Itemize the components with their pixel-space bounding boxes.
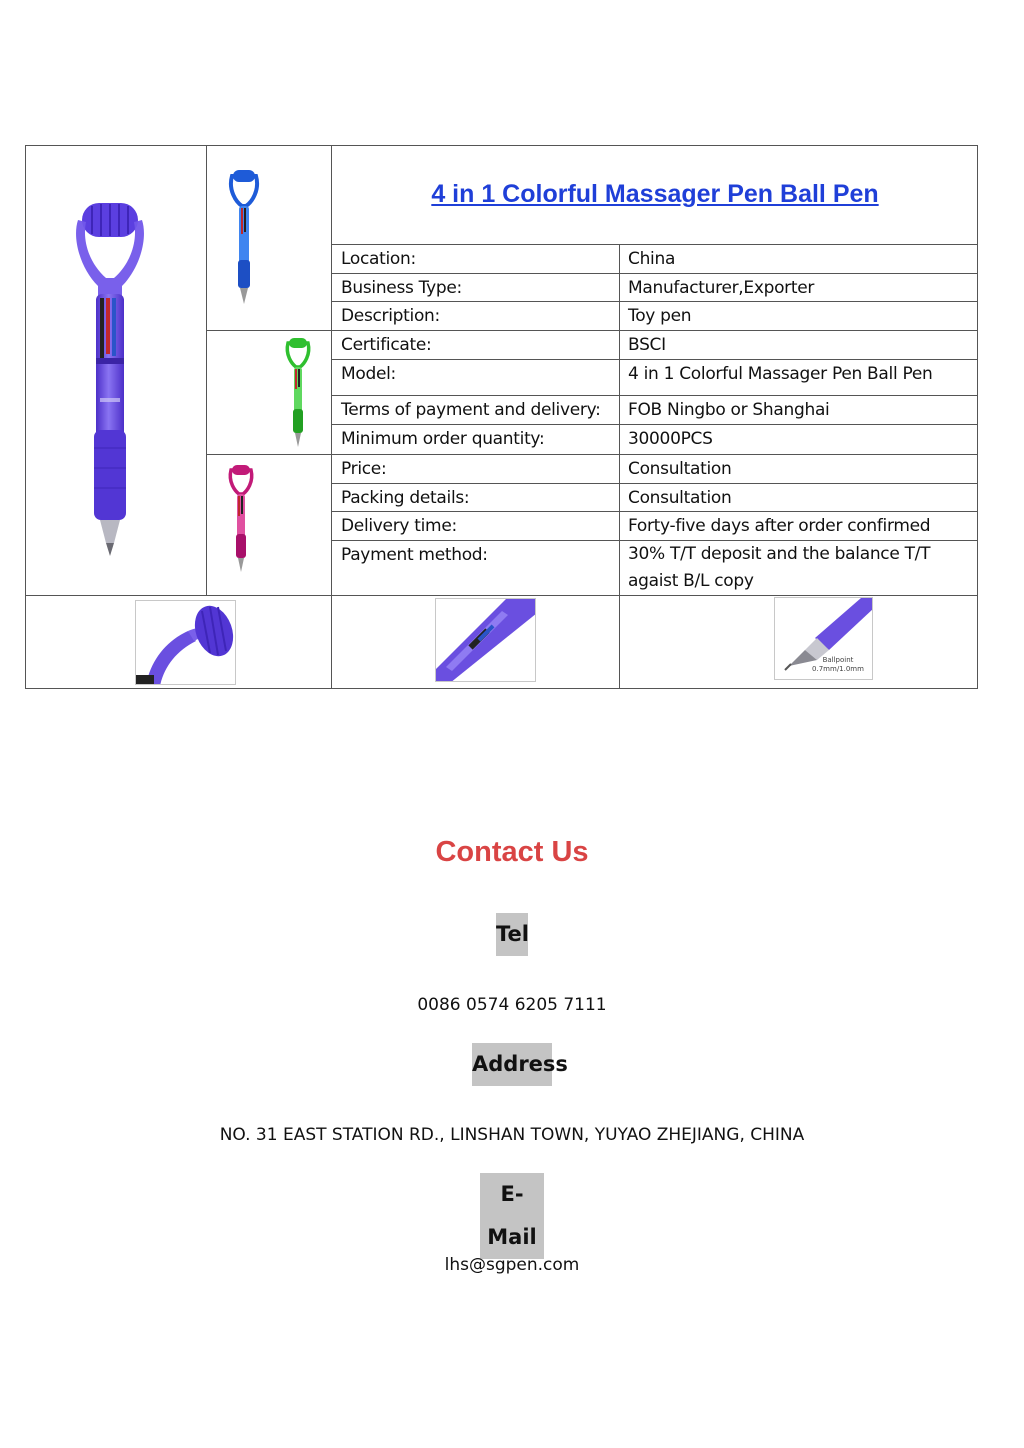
- table-divider: [331, 359, 978, 360]
- spec-label: Delivery time:: [341, 516, 457, 536]
- ballpoint-tip-thumbnail: [774, 597, 873, 680]
- spec-value: Forty-five days after order confirmed: [628, 516, 931, 536]
- spec-label: Packing details:: [341, 488, 470, 508]
- table-divider: [331, 301, 978, 302]
- address-value: NO. 31 EAST STATION RD., LINSHAN TOWN, YUYAO ZHEJIANG, CHINA: [219, 1125, 805, 1145]
- purple-massager-pen-image: [70, 198, 150, 560]
- table-divider: [331, 273, 978, 274]
- spec-label: Minimum order quantity:: [341, 429, 545, 449]
- blue-massager-pen-image: [226, 168, 262, 310]
- email-value[interactable]: lhs@sgpen.com: [444, 1255, 580, 1275]
- table-divider: [331, 424, 978, 425]
- spec-value: Consultation: [628, 459, 732, 479]
- table-divider: [331, 511, 978, 512]
- table-divider: [25, 595, 978, 596]
- spec-value: Toy pen: [628, 306, 692, 326]
- table-divider: [331, 483, 978, 484]
- spec-value: 30% T/T deposit and the balance T/T agaist B/L copy: [628, 544, 931, 591]
- tel-value: 0086 0574 6205 7111: [417, 995, 607, 1015]
- spec-value: FOB Ningbo or Shanghai: [628, 400, 830, 420]
- product-title: 4 in 1 Colorful Massager Pen Ball Pen: [431, 180, 879, 208]
- table-divider: [206, 145, 207, 595]
- ballpoint-caption-line2: 0.7mm/1.0mm: [812, 665, 864, 673]
- spec-label: Business Type:: [341, 278, 462, 298]
- table-divider: [619, 244, 620, 689]
- magenta-massager-pen-image: [227, 464, 255, 576]
- spec-label: Certificate:: [341, 335, 432, 355]
- green-massager-pen-image: [284, 337, 312, 451]
- roller-closeup-thumbnail: [135, 600, 236, 685]
- contact-us-heading: Contact Us: [435, 836, 589, 868]
- spec-label: Model:: [341, 364, 396, 384]
- spec-value: BSCI: [628, 335, 666, 355]
- spec-label: Price:: [341, 459, 387, 479]
- table-divider: [206, 454, 978, 455]
- barrel-closeup-thumbnail: [435, 598, 536, 682]
- spec-label: Description:: [341, 306, 440, 326]
- email-label: E-Mail: [480, 1173, 544, 1259]
- address-label: Address: [472, 1043, 552, 1086]
- tel-label: Tel: [496, 913, 528, 956]
- table-divider: [331, 145, 332, 689]
- ballpoint-caption: [805, 656, 871, 674]
- spec-value: Manufacturer,Exporter: [628, 278, 815, 298]
- spec-value: China: [628, 249, 676, 269]
- spec-value: Consultation: [628, 488, 732, 508]
- table-divider: [331, 395, 978, 396]
- spec-value: 4 in 1 Colorful Massager Pen Ball Pen: [628, 364, 933, 384]
- ballpoint-caption-line1: Ballpoint: [822, 656, 854, 664]
- spec-label: Payment method:: [341, 545, 488, 565]
- spec-value: 30000PCS: [628, 429, 713, 449]
- spec-label: Terms of payment and delivery:: [341, 400, 601, 420]
- table-divider: [331, 244, 978, 245]
- spec-label: Location:: [341, 249, 416, 269]
- table-divider: [206, 330, 978, 331]
